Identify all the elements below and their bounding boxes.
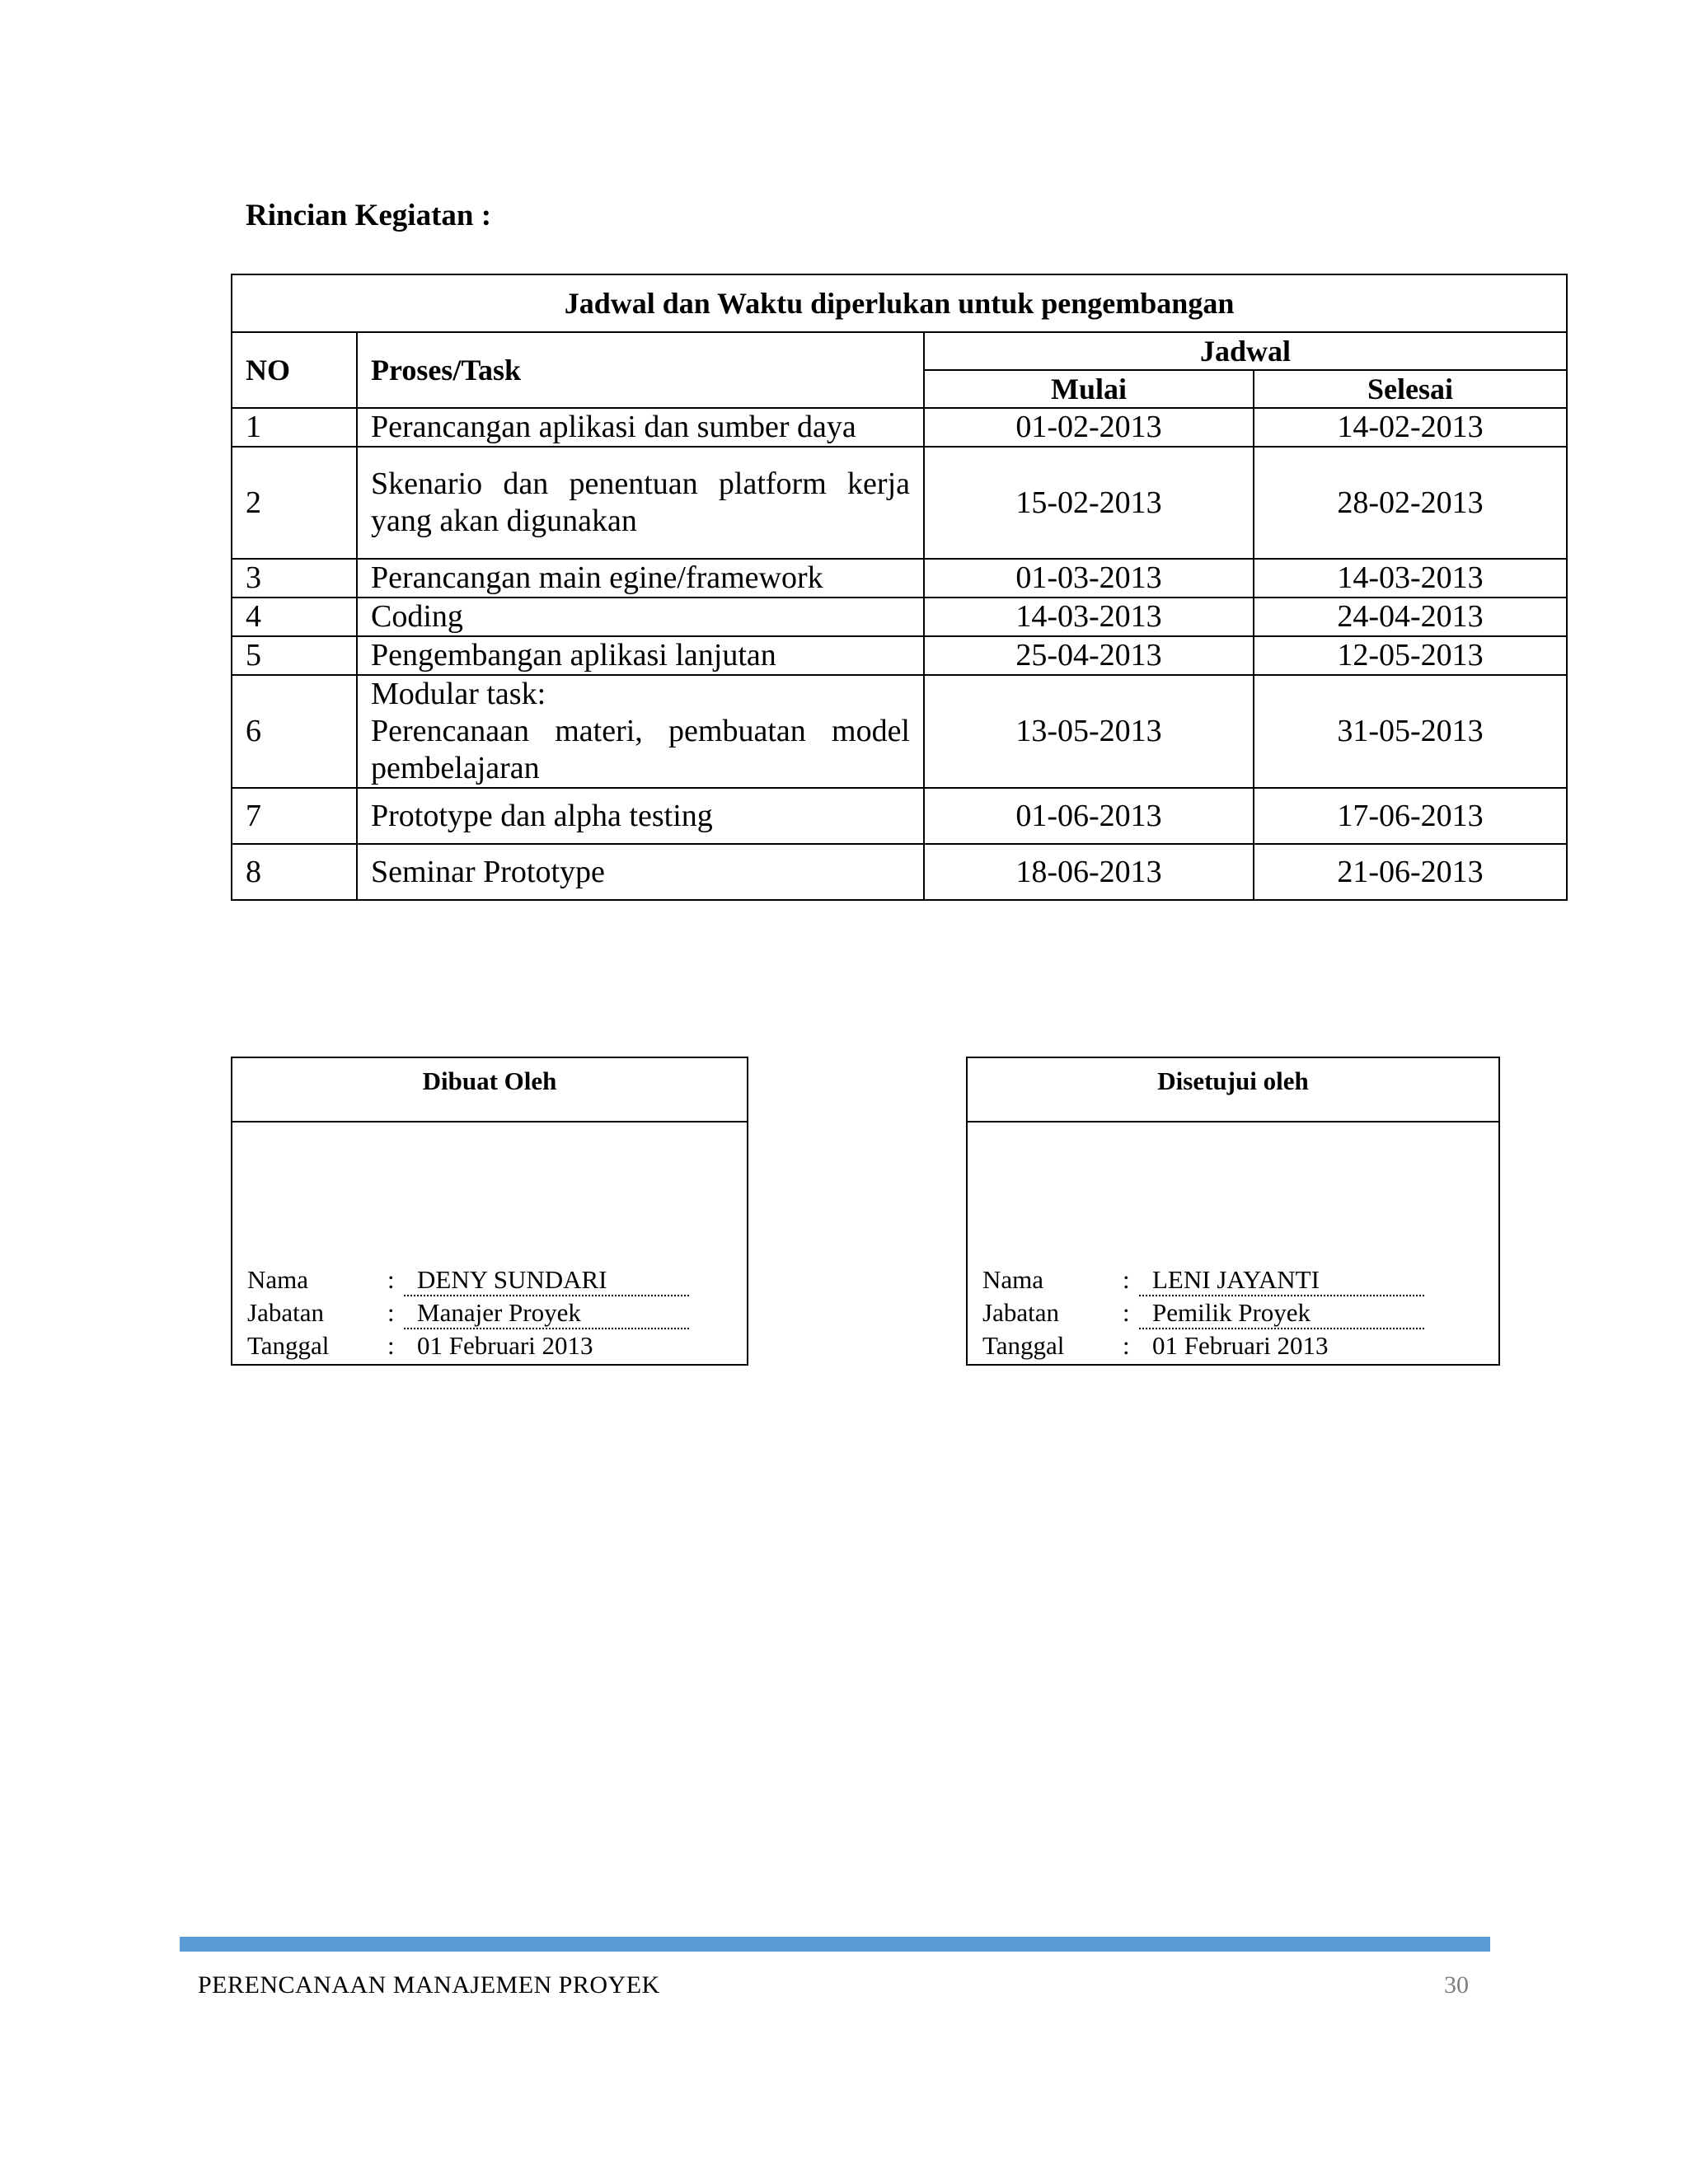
schedule-body xyxy=(232,408,1567,900)
row-start-date: 25-04-2013 xyxy=(924,636,1254,675)
row-task xyxy=(357,675,924,788)
table-row xyxy=(232,559,1567,598)
made-by-position-row xyxy=(247,1296,689,1329)
row-task-line: Pengembangan aplikasi lanjutan xyxy=(371,638,776,673)
row-start-date: 15-02-2013 xyxy=(924,447,1254,559)
made-by-title: Dibuat Oleh xyxy=(232,1058,747,1122)
row-start-date: 01-03-2013 xyxy=(924,559,1254,598)
colon: : xyxy=(1123,1331,1130,1360)
row-number: 3 xyxy=(232,559,357,598)
position-label: Jabatan xyxy=(982,1298,1059,1327)
row-end-date: 14-03-2013 xyxy=(1254,559,1567,598)
position-label: Jabatan xyxy=(247,1298,324,1327)
row-start-date: 01-06-2013 xyxy=(924,788,1254,844)
row-task xyxy=(357,844,924,900)
approved-by-date: 01 Februari 2013 xyxy=(1152,1331,1329,1360)
row-number: 5 xyxy=(232,636,357,675)
row-task xyxy=(357,636,924,675)
colon: : xyxy=(387,1298,395,1327)
row-task-line: Modular task: xyxy=(371,677,546,711)
row-end-date: 28-02-2013 xyxy=(1254,447,1567,559)
row-start-date: 14-03-2013 xyxy=(924,598,1254,636)
row-end-date: 17-06-2013 xyxy=(1254,788,1567,844)
made-by-date-row xyxy=(247,1329,689,1362)
row-start-date: 13-05-2013 xyxy=(924,675,1254,788)
row-task xyxy=(357,447,924,559)
footer-title: PERENCANAAN MANAJEMEN PROYEK xyxy=(198,1971,660,1999)
row-number: 1 xyxy=(232,408,357,447)
table-row xyxy=(232,788,1567,844)
row-task-line: Seminar Prototype xyxy=(371,854,605,889)
schedule-table xyxy=(231,274,1568,901)
row-task xyxy=(357,598,924,636)
table-row xyxy=(232,447,1567,559)
column-header-jadwal: Jadwal xyxy=(924,332,1567,370)
row-start-date: 01-02-2013 xyxy=(924,408,1254,447)
made-by-box xyxy=(231,1057,748,1366)
made-by-position: Manajer Proyek xyxy=(404,1296,689,1329)
row-number: 8 xyxy=(232,844,357,900)
row-task xyxy=(357,408,924,447)
approved-by-date-row xyxy=(982,1329,1424,1362)
table-row xyxy=(232,675,1567,788)
row-end-date: 31-05-2013 xyxy=(1254,675,1567,788)
colon: : xyxy=(387,1331,395,1360)
row-task-line: Perancangan main egine/framework xyxy=(371,560,823,595)
date-label: Tanggal xyxy=(982,1331,1065,1360)
made-by-fields xyxy=(247,1263,689,1362)
row-number: 6 xyxy=(232,675,357,788)
row-task xyxy=(357,559,924,598)
made-by-date: 01 Februari 2013 xyxy=(417,1331,593,1360)
column-header-task: Proses/Task xyxy=(357,332,924,408)
row-end-date: 24-04-2013 xyxy=(1254,598,1567,636)
row-end-date: 12-05-2013 xyxy=(1254,636,1567,675)
page-number: 30 xyxy=(1444,1971,1469,1999)
row-task-line: Prototype dan alpha testing xyxy=(371,798,713,833)
made-by-name: DENY SUNDARI xyxy=(404,1263,689,1296)
approved-by-position-row xyxy=(982,1296,1424,1329)
column-header-no: NO xyxy=(232,332,357,408)
approved-by-position: Pemilik Proyek xyxy=(1139,1296,1424,1329)
row-task xyxy=(357,788,924,844)
row-task-line: Perancangan aplikasi dan sumber daya xyxy=(371,410,856,444)
name-label: Nama xyxy=(247,1265,309,1294)
colon: : xyxy=(1123,1298,1130,1327)
approved-by-title: Disetujui oleh xyxy=(968,1058,1498,1122)
table-row xyxy=(232,408,1567,447)
column-header-start: Mulai xyxy=(924,370,1254,408)
table-row xyxy=(232,844,1567,900)
approved-by-name-row xyxy=(982,1263,1424,1296)
approved-by-name: LENI JAYANTI xyxy=(1139,1263,1424,1296)
footer-bar xyxy=(180,1937,1490,1952)
table-row xyxy=(232,598,1567,636)
name-label: Nama xyxy=(982,1265,1044,1294)
row-end-date: 21-06-2013 xyxy=(1254,844,1567,900)
made-by-name-row xyxy=(247,1263,689,1296)
colon: : xyxy=(387,1265,395,1294)
table-title: Jadwal dan Waktu diperlukan untuk pengembangan xyxy=(232,274,1567,332)
row-start-date: 18-06-2013 xyxy=(924,844,1254,900)
row-task-line: Perencanaan materi, pembuatan model pembelajaran xyxy=(371,714,910,785)
row-number: 7 xyxy=(232,788,357,844)
date-label: Tanggal xyxy=(247,1331,330,1360)
colon: : xyxy=(1123,1265,1130,1294)
approved-by-box xyxy=(966,1057,1500,1366)
row-task-line: Coding xyxy=(371,599,463,634)
section-title: Rincian Kegiatan : xyxy=(246,199,492,232)
row-number: 4 xyxy=(232,598,357,636)
approved-by-fields xyxy=(982,1263,1424,1362)
row-task-line: Skenario dan penentuan platform kerja yang akan digunakan xyxy=(371,466,910,538)
row-end-date: 14-02-2013 xyxy=(1254,408,1567,447)
row-number: 2 xyxy=(232,447,357,559)
table-row xyxy=(232,636,1567,675)
column-header-end: Selesai xyxy=(1254,370,1567,408)
